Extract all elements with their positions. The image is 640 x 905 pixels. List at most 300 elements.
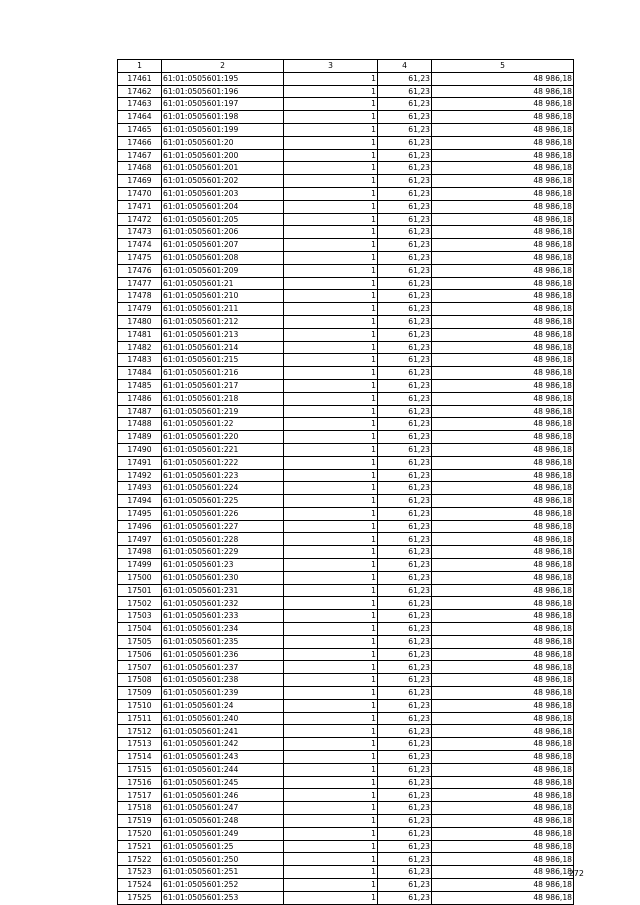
cadastral-number-cell: 61:01:0505601:222 bbox=[162, 456, 284, 469]
row-number-cell: 17471 bbox=[118, 200, 162, 213]
cadastral-number-cell: 61:01:0505601:232 bbox=[162, 597, 284, 610]
row-number-cell: 17521 bbox=[118, 840, 162, 853]
area-cell: 61,23 bbox=[378, 584, 432, 597]
cost-cell: 48 986,18 bbox=[432, 571, 574, 584]
cost-cell: 48 986,18 bbox=[432, 507, 574, 520]
cost-cell: 48 986,18 bbox=[432, 162, 574, 175]
cadastral-number-cell: 61:01:0505601:249 bbox=[162, 827, 284, 840]
cost-cell: 48 986,18 bbox=[432, 72, 574, 85]
table-row bbox=[118, 725, 574, 738]
cost-cell: 48 986,18 bbox=[432, 482, 574, 495]
quantity-cell: 1 bbox=[284, 213, 378, 226]
quantity-cell: 1 bbox=[284, 482, 378, 495]
area-cell: 61,23 bbox=[378, 85, 432, 98]
cost-cell: 48 986,18 bbox=[432, 866, 574, 879]
row-number-cell: 17520 bbox=[118, 827, 162, 840]
table-row bbox=[118, 315, 574, 328]
table-row bbox=[118, 699, 574, 712]
row-number-cell: 17497 bbox=[118, 533, 162, 546]
quantity-cell: 1 bbox=[284, 187, 378, 200]
cadastral-number-cell: 61:01:0505601:225 bbox=[162, 495, 284, 508]
table-row bbox=[118, 98, 574, 111]
area-cell: 61,23 bbox=[378, 213, 432, 226]
area-cell: 61,23 bbox=[378, 482, 432, 495]
area-cell: 61,23 bbox=[378, 815, 432, 828]
row-number-cell: 17485 bbox=[118, 379, 162, 392]
area-cell: 61,23 bbox=[378, 162, 432, 175]
cost-cell: 48 986,18 bbox=[432, 776, 574, 789]
quantity-cell: 1 bbox=[284, 597, 378, 610]
cost-cell: 48 986,18 bbox=[432, 853, 574, 866]
area-cell: 61,23 bbox=[378, 226, 432, 239]
area-cell: 61,23 bbox=[378, 341, 432, 354]
area-cell: 61,23 bbox=[378, 699, 432, 712]
table-row bbox=[118, 251, 574, 264]
column-header-4: 4 bbox=[378, 60, 432, 73]
quantity-cell: 1 bbox=[284, 456, 378, 469]
row-number-cell: 17504 bbox=[118, 623, 162, 636]
table-row bbox=[118, 328, 574, 341]
cadastral-number-cell: 61:01:0505601:252 bbox=[162, 879, 284, 892]
quantity-cell: 1 bbox=[284, 200, 378, 213]
table-row bbox=[118, 290, 574, 303]
quantity-cell: 1 bbox=[284, 699, 378, 712]
table-row bbox=[118, 200, 574, 213]
cadastral-number-cell: 61:01:0505601:195 bbox=[162, 72, 284, 85]
table-row bbox=[118, 149, 574, 162]
area-cell: 61,23 bbox=[378, 571, 432, 584]
table-row bbox=[118, 610, 574, 623]
row-number-cell: 17522 bbox=[118, 853, 162, 866]
cost-cell: 48 986,18 bbox=[432, 456, 574, 469]
row-number-cell: 17476 bbox=[118, 264, 162, 277]
table-row bbox=[118, 571, 574, 584]
quantity-cell: 1 bbox=[284, 559, 378, 572]
quantity-cell: 1 bbox=[284, 584, 378, 597]
cost-cell: 48 986,18 bbox=[432, 315, 574, 328]
table-row bbox=[118, 584, 574, 597]
quantity-cell: 1 bbox=[284, 367, 378, 380]
row-number-cell: 17512 bbox=[118, 725, 162, 738]
table-row bbox=[118, 597, 574, 610]
area-cell: 61,23 bbox=[378, 149, 432, 162]
cadastral-number-cell: 61:01:0505601:235 bbox=[162, 635, 284, 648]
table-row bbox=[118, 623, 574, 636]
cost-cell: 48 986,18 bbox=[432, 379, 574, 392]
cost-cell: 48 986,18 bbox=[432, 443, 574, 456]
quantity-cell: 1 bbox=[284, 341, 378, 354]
cadastral-number-cell: 61:01:0505601:205 bbox=[162, 213, 284, 226]
cost-cell: 48 986,18 bbox=[432, 367, 574, 380]
table-row bbox=[118, 879, 574, 892]
quantity-cell: 1 bbox=[284, 674, 378, 687]
quantity-cell: 1 bbox=[284, 98, 378, 111]
row-number-cell: 17519 bbox=[118, 815, 162, 828]
quantity-cell: 1 bbox=[284, 495, 378, 508]
row-number-cell: 17510 bbox=[118, 699, 162, 712]
quantity-cell: 1 bbox=[284, 827, 378, 840]
quantity-cell: 1 bbox=[284, 507, 378, 520]
row-number-cell: 17511 bbox=[118, 712, 162, 725]
row-number-cell: 17483 bbox=[118, 354, 162, 367]
area-cell: 61,23 bbox=[378, 597, 432, 610]
cadastral-number-cell: 61:01:0505601:226 bbox=[162, 507, 284, 520]
cadastral-number-cell: 61:01:0505601:250 bbox=[162, 853, 284, 866]
column-header-1: 1 bbox=[118, 60, 162, 73]
table-body bbox=[118, 72, 574, 904]
header-row bbox=[118, 60, 574, 73]
cadastral-number-cell: 61:01:0505601:202 bbox=[162, 175, 284, 188]
cadastral-number-cell: 61:01:0505601:246 bbox=[162, 789, 284, 802]
row-number-cell: 17466 bbox=[118, 136, 162, 149]
row-number-cell: 17507 bbox=[118, 661, 162, 674]
quantity-cell: 1 bbox=[284, 251, 378, 264]
row-number-cell: 17470 bbox=[118, 187, 162, 200]
cost-cell: 48 986,18 bbox=[432, 687, 574, 700]
cost-cell: 48 986,18 bbox=[432, 610, 574, 623]
area-cell: 61,23 bbox=[378, 840, 432, 853]
cost-cell: 48 986,18 bbox=[432, 827, 574, 840]
row-number-cell: 17465 bbox=[118, 123, 162, 136]
table-row bbox=[118, 520, 574, 533]
area-cell: 61,23 bbox=[378, 533, 432, 546]
row-number-cell: 17501 bbox=[118, 584, 162, 597]
row-number-cell: 17480 bbox=[118, 315, 162, 328]
table-row bbox=[118, 891, 574, 904]
area-cell: 61,23 bbox=[378, 354, 432, 367]
cost-cell: 48 986,18 bbox=[432, 354, 574, 367]
table-row bbox=[118, 853, 574, 866]
area-cell: 61,23 bbox=[378, 623, 432, 636]
cadastral-number-cell: 61:01:0505601:209 bbox=[162, 264, 284, 277]
table-row bbox=[118, 469, 574, 482]
row-number-cell: 17462 bbox=[118, 85, 162, 98]
quantity-cell: 1 bbox=[284, 533, 378, 546]
cost-cell: 48 986,18 bbox=[432, 840, 574, 853]
table-row bbox=[118, 162, 574, 175]
table-row bbox=[118, 187, 574, 200]
area-cell: 61,23 bbox=[378, 405, 432, 418]
cadastral-number-cell: 61:01:0505601:212 bbox=[162, 315, 284, 328]
cost-cell: 48 986,18 bbox=[432, 213, 574, 226]
cost-cell: 48 986,18 bbox=[432, 623, 574, 636]
quantity-cell: 1 bbox=[284, 712, 378, 725]
cost-cell: 48 986,18 bbox=[432, 712, 574, 725]
cost-cell: 48 986,18 bbox=[432, 648, 574, 661]
area-cell: 61,23 bbox=[378, 866, 432, 879]
table-header bbox=[118, 60, 574, 73]
cadastral-number-cell: 61:01:0505601:208 bbox=[162, 251, 284, 264]
area-cell: 61,23 bbox=[378, 431, 432, 444]
table-row bbox=[118, 175, 574, 188]
quantity-cell: 1 bbox=[284, 610, 378, 623]
cadastral-number-cell: 61:01:0505601:213 bbox=[162, 328, 284, 341]
quantity-cell: 1 bbox=[284, 661, 378, 674]
cost-cell: 48 986,18 bbox=[432, 123, 574, 136]
quantity-cell: 1 bbox=[284, 72, 378, 85]
cost-cell: 48 986,18 bbox=[432, 789, 574, 802]
row-number-cell: 17468 bbox=[118, 162, 162, 175]
area-cell: 61,23 bbox=[378, 469, 432, 482]
cost-cell: 48 986,18 bbox=[432, 699, 574, 712]
area-cell: 61,23 bbox=[378, 648, 432, 661]
quantity-cell: 1 bbox=[284, 763, 378, 776]
area-cell: 61,23 bbox=[378, 853, 432, 866]
table-row bbox=[118, 392, 574, 405]
area-cell: 61,23 bbox=[378, 251, 432, 264]
area-cell: 61,23 bbox=[378, 879, 432, 892]
row-number-cell: 17495 bbox=[118, 507, 162, 520]
row-number-cell: 17490 bbox=[118, 443, 162, 456]
row-number-cell: 17523 bbox=[118, 866, 162, 879]
cost-cell: 48 986,18 bbox=[432, 341, 574, 354]
quantity-cell: 1 bbox=[284, 443, 378, 456]
cadastral-number-cell: 61:01:0505601:224 bbox=[162, 482, 284, 495]
quantity-cell: 1 bbox=[284, 571, 378, 584]
table-row bbox=[118, 303, 574, 316]
cost-cell: 48 986,18 bbox=[432, 187, 574, 200]
table-row bbox=[118, 239, 574, 252]
quantity-cell: 1 bbox=[284, 111, 378, 124]
row-number-cell: 17488 bbox=[118, 418, 162, 431]
area-cell: 61,23 bbox=[378, 290, 432, 303]
area-cell: 61,23 bbox=[378, 392, 432, 405]
table-row bbox=[118, 751, 574, 764]
area-cell: 61,23 bbox=[378, 367, 432, 380]
cost-cell: 48 986,18 bbox=[432, 738, 574, 751]
area-cell: 61,23 bbox=[378, 123, 432, 136]
quantity-cell: 1 bbox=[284, 290, 378, 303]
area-cell: 61,23 bbox=[378, 200, 432, 213]
table-row bbox=[118, 341, 574, 354]
area-cell: 61,23 bbox=[378, 520, 432, 533]
cadastral-number-cell: 61:01:0505601:251 bbox=[162, 866, 284, 879]
table-row bbox=[118, 635, 574, 648]
table-row bbox=[118, 431, 574, 444]
cadastral-number-cell: 61:01:0505601:20 bbox=[162, 136, 284, 149]
column-header-3: 3 bbox=[284, 60, 378, 73]
cost-cell: 48 986,18 bbox=[432, 891, 574, 904]
cadastral-number-cell: 61:01:0505601:229 bbox=[162, 546, 284, 559]
row-number-cell: 17496 bbox=[118, 520, 162, 533]
area-cell: 61,23 bbox=[378, 277, 432, 290]
cost-cell: 48 986,18 bbox=[432, 175, 574, 188]
row-number-cell: 17486 bbox=[118, 392, 162, 405]
quantity-cell: 1 bbox=[284, 226, 378, 239]
area-cell: 61,23 bbox=[378, 712, 432, 725]
cadastral-number-cell: 61:01:0505601:200 bbox=[162, 149, 284, 162]
cadastral-number-cell: 61:01:0505601:240 bbox=[162, 712, 284, 725]
area-cell: 61,23 bbox=[378, 751, 432, 764]
row-number-cell: 17494 bbox=[118, 495, 162, 508]
area-cell: 61,23 bbox=[378, 72, 432, 85]
row-number-cell: 17509 bbox=[118, 687, 162, 700]
cost-cell: 48 986,18 bbox=[432, 405, 574, 418]
area-cell: 61,23 bbox=[378, 891, 432, 904]
table-row bbox=[118, 379, 574, 392]
table-row bbox=[118, 661, 574, 674]
cost-cell: 48 986,18 bbox=[432, 328, 574, 341]
row-number-cell: 17525 bbox=[118, 891, 162, 904]
cost-cell: 48 986,18 bbox=[432, 226, 574, 239]
cadastral-number-cell: 61:01:0505601:227 bbox=[162, 520, 284, 533]
cost-cell: 48 986,18 bbox=[432, 418, 574, 431]
page-number: 272 bbox=[568, 869, 584, 878]
cadastral-number-cell: 61:01:0505601:236 bbox=[162, 648, 284, 661]
quantity-cell: 1 bbox=[284, 431, 378, 444]
row-number-cell: 17508 bbox=[118, 674, 162, 687]
quantity-cell: 1 bbox=[284, 866, 378, 879]
area-cell: 61,23 bbox=[378, 239, 432, 252]
area-cell: 61,23 bbox=[378, 546, 432, 559]
table-row bbox=[118, 648, 574, 661]
table-row bbox=[118, 405, 574, 418]
area-cell: 61,23 bbox=[378, 98, 432, 111]
cadastral-number-cell: 61:01:0505601:219 bbox=[162, 405, 284, 418]
quantity-cell: 1 bbox=[284, 162, 378, 175]
quantity-cell: 1 bbox=[284, 175, 378, 188]
cadastral-number-cell: 61:01:0505601:23 bbox=[162, 559, 284, 572]
cost-cell: 48 986,18 bbox=[432, 290, 574, 303]
cadastral-number-cell: 61:01:0505601:245 bbox=[162, 776, 284, 789]
row-number-cell: 17516 bbox=[118, 776, 162, 789]
row-number-cell: 17493 bbox=[118, 482, 162, 495]
table-row bbox=[118, 495, 574, 508]
row-number-cell: 17505 bbox=[118, 635, 162, 648]
row-number-cell: 17461 bbox=[118, 72, 162, 85]
cadastral-number-cell: 61:01:0505601:22 bbox=[162, 418, 284, 431]
area-cell: 61,23 bbox=[378, 635, 432, 648]
table-row bbox=[118, 815, 574, 828]
table-row bbox=[118, 533, 574, 546]
cadastral-number-cell: 61:01:0505601:203 bbox=[162, 187, 284, 200]
cadastral-number-cell: 61:01:0505601:241 bbox=[162, 725, 284, 738]
area-cell: 61,23 bbox=[378, 175, 432, 188]
quantity-cell: 1 bbox=[284, 303, 378, 316]
row-number-cell: 17502 bbox=[118, 597, 162, 610]
cadastral-number-cell: 61:01:0505601:198 bbox=[162, 111, 284, 124]
row-number-cell: 17499 bbox=[118, 559, 162, 572]
quantity-cell: 1 bbox=[284, 891, 378, 904]
quantity-cell: 1 bbox=[284, 802, 378, 815]
table-row bbox=[118, 559, 574, 572]
cadastral-number-cell: 61:01:0505601:237 bbox=[162, 661, 284, 674]
table-row bbox=[118, 802, 574, 815]
cadastral-number-cell: 61:01:0505601:228 bbox=[162, 533, 284, 546]
cost-cell: 48 986,18 bbox=[432, 111, 574, 124]
cadastral-number-cell: 61:01:0505601:242 bbox=[162, 738, 284, 751]
table-row bbox=[118, 123, 574, 136]
cost-cell: 48 986,18 bbox=[432, 815, 574, 828]
table-row bbox=[118, 763, 574, 776]
table-row bbox=[118, 443, 574, 456]
cost-cell: 48 986,18 bbox=[432, 431, 574, 444]
cadastral-number-cell: 61:01:0505601:218 bbox=[162, 392, 284, 405]
row-number-cell: 17500 bbox=[118, 571, 162, 584]
cost-cell: 48 986,18 bbox=[432, 392, 574, 405]
row-number-cell: 17491 bbox=[118, 456, 162, 469]
row-number-cell: 17479 bbox=[118, 303, 162, 316]
quantity-cell: 1 bbox=[284, 648, 378, 661]
area-cell: 61,23 bbox=[378, 303, 432, 316]
row-number-cell: 17475 bbox=[118, 251, 162, 264]
table-row bbox=[118, 264, 574, 277]
area-cell: 61,23 bbox=[378, 738, 432, 751]
quantity-cell: 1 bbox=[284, 392, 378, 405]
quantity-cell: 1 bbox=[284, 879, 378, 892]
quantity-cell: 1 bbox=[284, 136, 378, 149]
cadastral-number-cell: 61:01:0505601:207 bbox=[162, 239, 284, 252]
area-cell: 61,23 bbox=[378, 187, 432, 200]
cost-cell: 48 986,18 bbox=[432, 674, 574, 687]
cadastral-number-cell: 61:01:0505601:247 bbox=[162, 802, 284, 815]
cadastral-number-cell: 61:01:0505601:211 bbox=[162, 303, 284, 316]
quantity-cell: 1 bbox=[284, 687, 378, 700]
cadastral-number-cell: 61:01:0505601:231 bbox=[162, 584, 284, 597]
table-row bbox=[118, 354, 574, 367]
cadastral-number-cell: 61:01:0505601:244 bbox=[162, 763, 284, 776]
cost-cell: 48 986,18 bbox=[432, 661, 574, 674]
cadastral-number-cell: 61:01:0505601:234 bbox=[162, 623, 284, 636]
row-number-cell: 17489 bbox=[118, 431, 162, 444]
quantity-cell: 1 bbox=[284, 328, 378, 341]
quantity-cell: 1 bbox=[284, 85, 378, 98]
cost-cell: 48 986,18 bbox=[432, 277, 574, 290]
table-row bbox=[118, 712, 574, 725]
cost-cell: 48 986,18 bbox=[432, 520, 574, 533]
area-cell: 61,23 bbox=[378, 661, 432, 674]
area-cell: 61,23 bbox=[378, 802, 432, 815]
row-number-cell: 17478 bbox=[118, 290, 162, 303]
cadastral-number-cell: 61:01:0505601:230 bbox=[162, 571, 284, 584]
table-row bbox=[118, 789, 574, 802]
cost-cell: 48 986,18 bbox=[432, 635, 574, 648]
table-row bbox=[118, 840, 574, 853]
cost-cell: 48 986,18 bbox=[432, 303, 574, 316]
area-cell: 61,23 bbox=[378, 789, 432, 802]
cost-cell: 48 986,18 bbox=[432, 802, 574, 815]
row-number-cell: 17469 bbox=[118, 175, 162, 188]
cost-cell: 48 986,18 bbox=[432, 149, 574, 162]
column-header-5: 5 bbox=[432, 60, 574, 73]
cadastral-number-cell: 61:01:0505601:206 bbox=[162, 226, 284, 239]
row-number-cell: 17498 bbox=[118, 546, 162, 559]
quantity-cell: 1 bbox=[284, 815, 378, 828]
area-cell: 61,23 bbox=[378, 495, 432, 508]
row-number-cell: 17482 bbox=[118, 341, 162, 354]
cadastral-number-cell: 61:01:0505601:199 bbox=[162, 123, 284, 136]
area-cell: 61,23 bbox=[378, 456, 432, 469]
quantity-cell: 1 bbox=[284, 738, 378, 751]
table-row bbox=[118, 72, 574, 85]
table-row bbox=[118, 456, 574, 469]
row-number-cell: 17474 bbox=[118, 239, 162, 252]
cost-cell: 48 986,18 bbox=[432, 251, 574, 264]
cadastral-number-cell: 61:01:0505601:210 bbox=[162, 290, 284, 303]
row-number-cell: 17467 bbox=[118, 149, 162, 162]
cost-cell: 48 986,18 bbox=[432, 239, 574, 252]
registry-table bbox=[117, 59, 574, 905]
cost-cell: 48 986,18 bbox=[432, 469, 574, 482]
cadastral-number-cell: 61:01:0505601:216 bbox=[162, 367, 284, 380]
cost-cell: 48 986,18 bbox=[432, 597, 574, 610]
cost-cell: 48 986,18 bbox=[432, 200, 574, 213]
table-row bbox=[118, 866, 574, 879]
quantity-cell: 1 bbox=[284, 277, 378, 290]
area-cell: 61,23 bbox=[378, 725, 432, 738]
area-cell: 61,23 bbox=[378, 328, 432, 341]
cost-cell: 48 986,18 bbox=[432, 546, 574, 559]
